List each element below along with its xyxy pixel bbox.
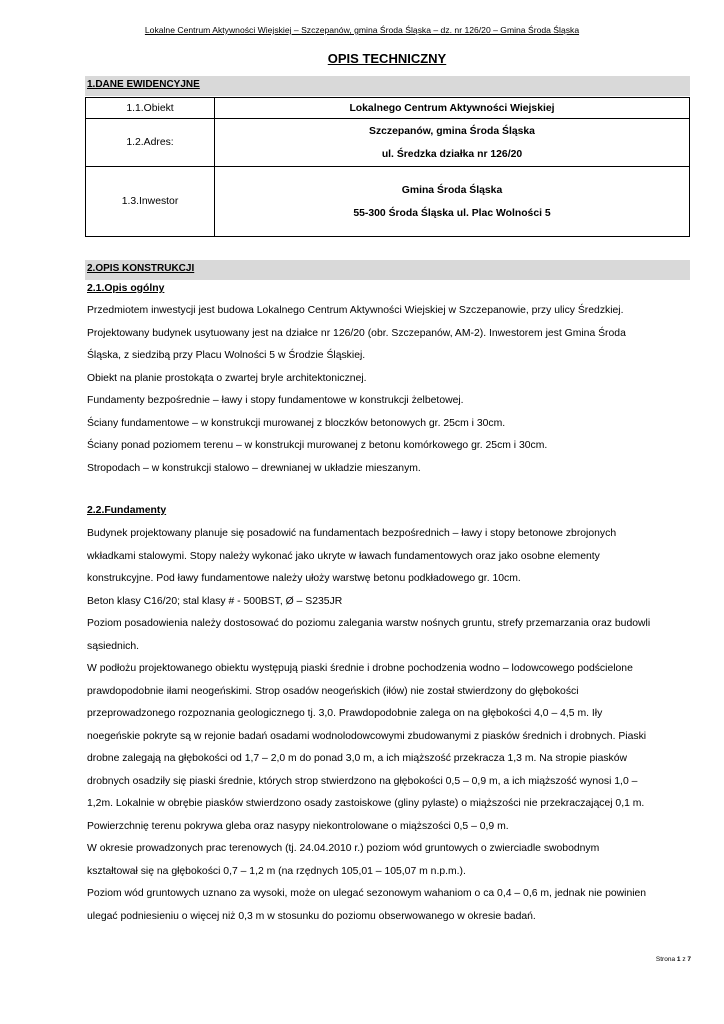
paragraph-line: Projektowany budynek usytuowany jest na działce nr 126/20 (obr. Szczepanów, AM-2). Inwestorem jest Gmina Środa bbox=[87, 327, 626, 339]
paragraph-line: drobnych osadziły się piaski średnie, których strop stwierdzono na głębokości 0,5 – 0,9 m, a ich miąższość wynosi 1,0 – bbox=[87, 775, 638, 787]
row-label: 1.3.Inwestor bbox=[86, 167, 215, 237]
document-title: OPIS TECHNICZNY bbox=[327, 51, 447, 66]
paragraph-line: 1,2m. Lokalnie w obrębie piasków stwierdzono osady zastoiskowe (gliny pylaste) o miąższości nie przekraczającej 0,1 m. bbox=[87, 798, 645, 809]
running-header bbox=[0, 25, 724, 35]
row-value-line: Szczepanów, gmina Środa Śląska bbox=[369, 125, 535, 137]
row-value-line: ul. Średzka działka nr 126/20 bbox=[381, 148, 523, 160]
row-value-line: Lokalnego Centrum Aktywności Wiejskiej bbox=[349, 102, 555, 114]
row-value bbox=[215, 98, 690, 119]
section-heading-2: 2.OPIS KONSTRUKCJI bbox=[87, 263, 195, 274]
page-current: 1 bbox=[676, 956, 681, 963]
row-value-line: 55-300 Środa Śląska ul. Plac Wolności 5 bbox=[353, 207, 551, 219]
page-total: 7 bbox=[687, 956, 691, 963]
paragraph-line: konstrukcyjne. Pod ławy fundamentowe należy ułoży warstwę betonu podkładowego gr. 10cm. bbox=[87, 573, 521, 584]
dane-ewidencyjne-table bbox=[85, 97, 690, 237]
paragraph-line: wkładkami stalowymi. Stopy należy wykonać jako ukryte w ławach fundamentowych oraz jako osobne elementy bbox=[87, 550, 600, 562]
table-row bbox=[86, 119, 690, 167]
paragraph-line: W okresie prowadzonych prac terenowych (tj. 24.04.2010 r.) poziom wód gruntowych o zwierciadle swobodnym bbox=[87, 843, 600, 854]
paragraph-line: Poziom wód gruntowych uznano za wysoki, może on ulegać sezonowym wahaniom o ca 0,4 – 0,6 m, jednak nie powinien bbox=[87, 888, 647, 899]
paragraph-line: Budynek projektowany planuje się posadowić na fundamentach bezpośrednich – ławy i stopy betonowe zbrojonych bbox=[87, 528, 617, 539]
subsection-heading-2-2: 2.2.Fundamenty bbox=[87, 505, 167, 516]
table-row bbox=[86, 167, 690, 237]
page-label: Strona bbox=[655, 956, 676, 963]
page-number bbox=[656, 956, 691, 963]
section-heading-bar bbox=[85, 76, 690, 96]
row-label: 1.2.Adres: bbox=[86, 119, 215, 167]
row-label: 1.1.Obiekt bbox=[86, 98, 215, 119]
paragraph-line: Fundamenty bezpośrednie – ławy i stopy fundamentowe w konstrukcji żelbetowej. bbox=[87, 395, 464, 406]
paragraph-line: Beton klasy C16/20; stal klasy # - 500BST, Ø – S235JR bbox=[87, 595, 343, 607]
row-value-line: Gmina Środa Śląska bbox=[401, 184, 503, 196]
table-row bbox=[86, 98, 690, 119]
row-value bbox=[215, 167, 690, 237]
section-heading-bar bbox=[85, 260, 690, 280]
paragraph-line: W podłożu projektowanego obiektu występują piaski średnie i drobne pochodzenia wodno – lodowcowego podścielone bbox=[87, 663, 633, 674]
paragraph-line: prawdopodobnie iłami neogeńskimi. Strop osadów neogeńskich (iłów) nie został stwierdzony do głębokości bbox=[87, 685, 579, 697]
paragraph-line: Przedmiotem inwestycji jest budowa Lokalnego Centrum Aktywności Wiejskiej w Szczepanowie, przy ulicy Średzkiej. bbox=[87, 305, 624, 316]
paragraph-line: sąsiednich. bbox=[87, 640, 139, 652]
section-heading-1: 1.DANE EWIDENCYJNE bbox=[87, 79, 200, 90]
paragraph-line: kształtował się na głębokości 0,7 – 1,2 m (na rzędnych 105,01 – 105,07 m n.p.m.). bbox=[87, 865, 466, 877]
paragraph-line: Śląska, z siedzibą przy Placu Wolności 5 w Środzie Śląskiej. bbox=[87, 350, 366, 361]
page-separator: z bbox=[682, 956, 686, 963]
paragraph-line: drobne zalegają na głębokości od 1,7 – 2,0 m do ponad 3,0 m, a ich miąższość przekracza 1,3 m. Na stropie piasków bbox=[87, 753, 628, 764]
paragraph-line: Poziom posadowienia należy dostosować do poziomu zalegania warstw nośnych gruntu, strefy przemarzania oraz budowli bbox=[87, 618, 651, 629]
paragraph-line: noegeńskie pokryte są w rejonie badań osadami wodnolodowcowymi zbudowanymi z piasków średnich i drobnych. Piaski bbox=[87, 730, 647, 742]
opis-ogolny-text bbox=[87, 300, 693, 480]
paragraph-line: Ściany fundamentowe – w konstrukcji murowanej z bloczków betonowych gr. 25cm i 30cm. bbox=[87, 417, 506, 429]
paragraph-line: przeprowadzonego rozpoznania geologicznego tj. 3,0. Prawdopodobnie zalega on na głębokości 4,0 – 4,5 m. Iły bbox=[87, 708, 603, 719]
paragraph-line: Stropodach – w konstrukcji stalowo – drewnianej w układzie mieszanym. bbox=[87, 462, 421, 474]
paragraph-line: Ściany ponad poziomem terenu – w konstrukcji murowanej z betonu komórkowego gr. 25cm i 30cm. bbox=[87, 440, 548, 451]
running-header-text: Lokalne Centrum Aktywności Wiejskiej – Szczepanów, gmina Środa Śląska – dz. nr 126/20 – Gmina Środa Śląska bbox=[144, 25, 580, 35]
paragraph-line: ulegać podniesieniu o więcej niż 0,3 m w stosunku do poziomu obserwowanego w okresie badań. bbox=[87, 910, 536, 922]
subsection-heading-2-1: 2.1.Opis ogólny bbox=[87, 283, 165, 294]
fundamenty-text bbox=[87, 523, 693, 928]
row-value bbox=[215, 119, 690, 167]
paragraph-line: Obiekt na planie prostokąta o zwartej bryle architektonicznej. bbox=[87, 372, 367, 384]
paragraph-line: Powierzchnię terenu pokrywa gleba oraz nasypy niekontrolowane o miąższości 0,5 – 0,9 m. bbox=[87, 820, 509, 832]
